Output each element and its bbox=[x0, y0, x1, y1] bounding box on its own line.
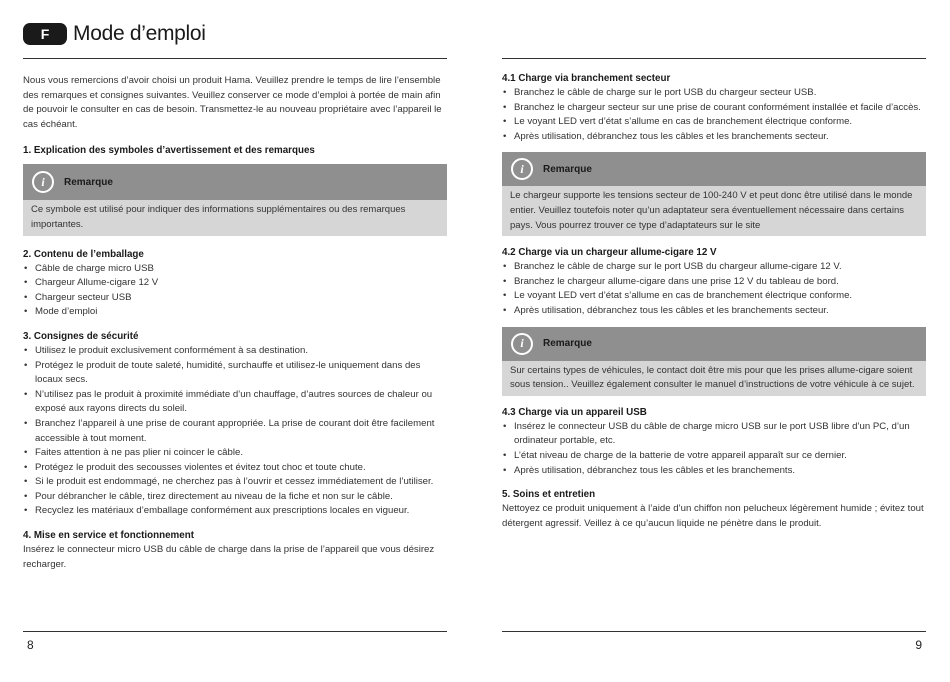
section-4-paragraph: Insérez le connecteur micro USB du câble de charge dans la prise de l’appareil que vous désirez recharger. bbox=[23, 544, 435, 570]
usb-charging-list bbox=[502, 420, 926, 478]
section-2-heading: 2. Contenu de l’emballage bbox=[23, 248, 144, 260]
section-5-paragraph: Nettoyez ce produit uniquement à l’aide d’un chiffon non pelucheux légèrement humide ; évitez tout détergent agressif. Veillez à ce qu’aucun liquide ne pénètre dans le produit. bbox=[502, 503, 924, 529]
section-4-2-heading: 4.2 Charge via un chargeur allume-cigare 12 V bbox=[502, 247, 717, 259]
section-5-heading: 5. Soins et entretien bbox=[502, 489, 596, 501]
list-item: • Recyclez les matériaux d’emballage conformément aux prescriptions locales en vigueur. bbox=[23, 504, 447, 519]
language-header bbox=[23, 22, 206, 46]
list-item: • L’état niveau de charge de la batterie de votre appareil apparaît sur ce dernier. bbox=[502, 449, 926, 464]
safety-list bbox=[23, 344, 447, 519]
header-divider bbox=[23, 58, 447, 59]
note-bar bbox=[502, 327, 926, 361]
note-text: Le chargeur supporte les tensions secteur de 100-240 V et peut donc être utilisé dans le monde entier. Veuillez toutefois noter qu’un adaptateur sera éventuellement nécessaire dans certains pays. Vous pourrez trouver ce type d’adaptateurs sur le site bbox=[502, 186, 926, 236]
section-4-1-heading: 4.1 Charge via branchement secteur bbox=[502, 73, 671, 84]
note-text: Sur certains types de véhicules, le contact doit être mis pour que les prises allume-cigare soient sous tension.. Veuillez également consulter le manuel d’instructions de votre véhicule à ce sujet. bbox=[502, 361, 926, 396]
list-item: • Faites attention à ne pas plier ni coincer le câble. bbox=[23, 446, 447, 461]
list-item: • Branchez l’appareil à une prise de courant appropriée. La prise de courant doit être facilement accessible à tout moment. bbox=[23, 417, 447, 446]
info-icon: i bbox=[511, 158, 533, 180]
section-3-heading: 3. Consignes de sécurité bbox=[23, 330, 139, 342]
info-icon: i bbox=[511, 333, 533, 355]
header-divider bbox=[502, 58, 926, 59]
car-charging-list bbox=[502, 260, 926, 318]
left-page bbox=[23, 0, 447, 682]
list-item: • Après utilisation, débranchez tous les câbles et les branchements. bbox=[502, 464, 926, 479]
list-item: • Protégez le produit des secousses violentes et évitez tout choc et toute chute. bbox=[23, 461, 447, 476]
list-item: • Si le produit est endommagé, ne cherchez pas à l’ouvrir et cessez immédiatement de l’utiliser. bbox=[23, 475, 447, 490]
right-page bbox=[502, 0, 926, 682]
list-item: • Pour débrancher le câble, tirez directement au niveau de la fiche et non sur le câble. bbox=[23, 490, 447, 505]
list-item: • N’utilisez pas le produit à proximité immédiate d’un chauffage, d’autres sources de chaleur ou exposé aux rayons directs du soleil. bbox=[23, 388, 447, 417]
page-number: 8 bbox=[27, 638, 34, 652]
mains-charging-list bbox=[502, 86, 926, 144]
note-label: Remarque bbox=[543, 163, 592, 175]
note-bar bbox=[502, 152, 926, 186]
list-item: • Utilisez le produit exclusivement conformément à sa destination. bbox=[23, 344, 447, 359]
language-badge: F bbox=[23, 23, 67, 45]
list-item: • Branchez le câble de charge sur le port USB du chargeur secteur USB. bbox=[502, 86, 926, 101]
list-item: • Chargeur Allume-cigare 12 V bbox=[23, 276, 447, 291]
list-item: • Le voyant LED vert d’état s’allume en cas de branchement électrique conforme. bbox=[502, 115, 926, 130]
note-label: Remarque bbox=[543, 338, 592, 350]
section-4-heading: 4. Mise en service et fonctionnement bbox=[23, 530, 194, 542]
page-number: 9 bbox=[915, 638, 922, 652]
left-content bbox=[23, 74, 447, 572]
list-item: • Mode d’emploi bbox=[23, 305, 447, 320]
list-item: • Après utilisation, débranchez tous les câbles et les branchements secteur. bbox=[502, 304, 926, 319]
section-1-heading: 1. Explication des symboles d’avertissement et des remarques bbox=[23, 145, 315, 157]
info-icon: i bbox=[32, 171, 54, 193]
intro-paragraph: Nous vous remercions d’avoir choisi un produit Hama. Veuillez prendre le temps de lire l’ensemble des remarques et consignes suivantes. Veuillez conserver ce mode d’emploi à portée de main afin de pouvoir le consulter en cas de besoin. Transmettez-le au nouveau propriétaire avec l’appareil le cas échéant. bbox=[23, 75, 442, 130]
note-text: Ce symbole est utilisé pour indiquer des informations supplémentaires ou des remarques importantes. bbox=[23, 200, 447, 235]
list-item: • Protégez le produit de toute saleté, humidité, surchauffe et utilisez-le uniquement dans des locaux secs. bbox=[23, 359, 447, 388]
note-label: Remarque bbox=[64, 176, 113, 188]
list-item: • Câble de charge micro USB bbox=[23, 262, 447, 277]
footer-divider bbox=[502, 631, 926, 632]
note-bar bbox=[23, 164, 447, 200]
right-content bbox=[502, 72, 926, 531]
section-4-3-heading: 4.3 Charge via un appareil USB bbox=[502, 406, 647, 418]
package-contents-list bbox=[23, 262, 447, 320]
list-item: • Branchez le chargeur secteur sur une prise de courant conformément installée et facile d’accès. bbox=[502, 101, 926, 116]
footer-divider bbox=[23, 631, 447, 632]
list-item: • Chargeur secteur USB bbox=[23, 291, 447, 306]
list-item: • Après utilisation, débranchez tous les câbles et les branchements secteur. bbox=[502, 130, 926, 145]
page-title: Mode d’emploi bbox=[73, 22, 206, 45]
list-item: • Branchez le câble de charge sur le port USB du chargeur allume-cigare 12 V. bbox=[502, 260, 926, 275]
list-item: • Le voyant LED vert d’état s’allume en cas de branchement électrique conforme. bbox=[502, 289, 926, 304]
list-item: • Branchez le chargeur allume-cigare dans une prise 12 V du tableau de bord. bbox=[502, 275, 926, 290]
list-item: • Insérez le connecteur USB du câble de charge micro USB sur le port USB libre d’un PC, d’un ordinateur portable, etc. bbox=[502, 420, 926, 449]
